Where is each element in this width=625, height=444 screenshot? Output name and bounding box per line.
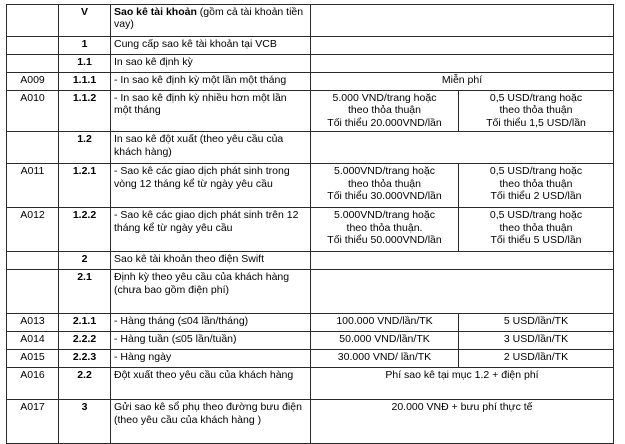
cell-number: 1.2.1 <box>59 164 111 208</box>
cell-description: - Hàng tháng (≤04 lần/tháng) <box>111 314 311 332</box>
cell-code: A011 <box>7 164 59 208</box>
table-row <box>7 5 614 37</box>
cell-code: A010 <box>7 91 59 132</box>
table-row <box>7 73 614 91</box>
cell-code: A017 <box>7 400 59 444</box>
table-row <box>7 400 614 444</box>
cell-code <box>7 37 59 55</box>
cell-price-merged: Miễn phí <box>311 73 614 91</box>
cell-code: A014 <box>7 332 59 350</box>
table-row <box>7 208 614 252</box>
cell-number: 1.2.2 <box>59 208 111 252</box>
table-row <box>7 252 614 270</box>
cell-number: 1 <box>59 37 111 55</box>
cell-number: 1.1.2 <box>59 91 111 132</box>
cell-price-vnd: 100.000 VND/lần/TK <box>311 314 459 332</box>
cell-description: Đột xuất theo yêu cầu của khách hàng <box>111 368 311 400</box>
table-row <box>7 91 614 132</box>
cell-description: Gửi sao kê sổ phụ theo đường bưu điện (theo yêu cầu của khách hàng ) <box>111 400 311 444</box>
cell-price-merged <box>311 55 614 73</box>
fee-schedule-table <box>6 4 614 444</box>
cell-price-merged <box>311 270 614 314</box>
cell-price-usd: 0,5 USD/trang hoặc theo thỏa thuận Tối thiểu 1,5 USD/lần <box>459 91 614 132</box>
cell-price-merged <box>311 5 614 37</box>
cell-number: 3 <box>59 400 111 444</box>
cell-description: - In sao kê định kỳ nhiều hơn một lần một tháng <box>111 91 311 132</box>
cell-number: 2.2 <box>59 368 111 400</box>
cell-price-usd: 5 USD/lần/TK <box>459 314 614 332</box>
table-row <box>7 132 614 164</box>
cell-code: A015 <box>7 350 59 368</box>
cell-price-vnd: 50.000 VND/lần/TK <box>311 332 459 350</box>
cell-description: In sao kê đột xuất (theo yêu cầu của khách hàng) <box>111 132 311 164</box>
cell-price-usd: 0,5 USD/trang hoặc theo thỏa thuận Tối thiểu 5 USD/lần <box>459 208 614 252</box>
cell-price-vnd: 5.000 VND/trang hoặc theo thỏa thuận Tối thiểu 20.000VND/lần <box>311 91 459 132</box>
cell-code <box>7 5 59 37</box>
cell-description: - Hàng tuần (≤05 lần/tuần) <box>111 332 311 350</box>
cell-price-merged <box>311 252 614 270</box>
cell-code: A009 <box>7 73 59 91</box>
cell-price-usd: 3 USD/lần/TK <box>459 332 614 350</box>
cell-code <box>7 270 59 314</box>
table-row <box>7 270 614 314</box>
cell-price-vnd: 30.000 VND/ lần/TK <box>311 350 459 368</box>
cell-price-vnd: 5.000VND/trang hoặc theo thỏa thuận. Tối thiểu 50.000VND/lần <box>311 208 459 252</box>
service-subtitle: (gồm cả tài khoản tiền vay) <box>114 6 304 31</box>
cell-code <box>7 132 59 164</box>
cell-description: Định kỳ theo yêu cầu của khách hàng (chưa bao gồm điện phí) <box>111 270 311 314</box>
cell-description: Sao kê tài khoản theo điện Swift <box>111 252 311 270</box>
cell-number: 1.2 <box>59 132 111 164</box>
cell-number: 2.2.2 <box>59 332 111 350</box>
cell-description: - In sao kê định kỳ một lần một tháng <box>111 73 311 91</box>
table-row <box>7 37 614 55</box>
cell-code <box>7 55 59 73</box>
cell-number: 2.1 <box>59 270 111 314</box>
cell-description: - Sao kê các giao dịch phát sinh trên 12 tháng kể từ ngày yêu cầu <box>111 208 311 252</box>
cell-code <box>7 252 59 270</box>
cell-number: 2.2.3 <box>59 350 111 368</box>
cell-description: - Sao kê các giao dịch phát sinh trong vòng 12 tháng kể từ ngày yêu cầu <box>111 164 311 208</box>
fee-table-body <box>7 5 614 444</box>
cell-price-merged: Phí sao kê tại mục 1.2 + điện phí <box>311 368 614 400</box>
cell-price-usd: 2 USD/lần/TK <box>459 350 614 368</box>
cell-description: - Hàng ngày <box>111 350 311 368</box>
table-row <box>7 314 614 332</box>
cell-description <box>111 5 311 37</box>
cell-price-vnd: 5.000VND/trang hoặc theo thỏa thuận Tối thiểu 30.000VND/lần <box>311 164 459 208</box>
service-title: Sao kê tài khoản <box>114 6 197 18</box>
table-row <box>7 368 614 400</box>
cell-price-merged <box>311 132 614 164</box>
cell-code: A013 <box>7 314 59 332</box>
cell-price-merged <box>311 37 614 55</box>
cell-number: 1.1.1 <box>59 73 111 91</box>
cell-code: A012 <box>7 208 59 252</box>
table-row <box>7 164 614 208</box>
fee-schedule-sheet <box>0 4 625 426</box>
cell-number: 2 <box>59 252 111 270</box>
cell-number: V <box>59 5 111 37</box>
cell-price-usd: 0,5 USD/trang hoặc theo thỏa thuận Tối thiểu 2 USD/lần <box>459 164 614 208</box>
table-row <box>7 55 614 73</box>
cell-number: 1.1 <box>59 55 111 73</box>
cell-code: A016 <box>7 368 59 400</box>
cell-number: 2.1.1 <box>59 314 111 332</box>
cell-price-merged: 20.000 VNĐ + bưu phí thực tế <box>311 400 614 444</box>
table-row <box>7 350 614 368</box>
cell-description: Cung cấp sao kê tài khoản tại VCB <box>111 37 311 55</box>
cell-description: In sao kê định kỳ <box>111 55 311 73</box>
table-row <box>7 332 614 350</box>
